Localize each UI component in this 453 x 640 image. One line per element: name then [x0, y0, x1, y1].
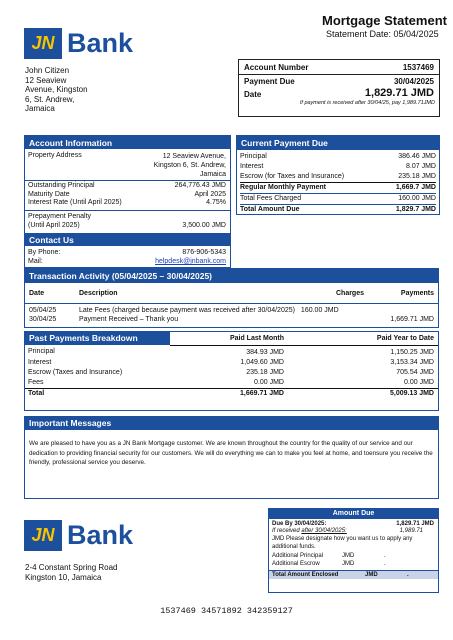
coupon-due-by-value: 1,829.71 JMD — [396, 521, 434, 527]
additional-escrow-label: Additional Escrow — [272, 561, 320, 567]
prepayment-penalty-value: 3,500.00 JMD — [182, 221, 226, 229]
past-row-label: Escrow (Taxes and Insurance) — [28, 368, 123, 376]
additional-escrow-row — [269, 559, 438, 567]
past-row-last: 235.18 JMD — [246, 368, 284, 376]
account-information-panel — [24, 135, 231, 235]
payment-due-row — [239, 75, 439, 86]
important-messages-body: We are pleased to have you as a JN Bank Mortgage customer. We are known throughout the country for the quality of our service and our dedication to providing financial security for our customers. We will do everything we can to make you feel at home, and toensure you receive the friendly, professional service you deserve. — [29, 440, 433, 466]
prepayment-penalty-label: Prepayment Penalty — [28, 212, 92, 220]
customer-address — [25, 66, 88, 114]
paid-year-to-date-header: Paid Year to Date — [288, 332, 438, 345]
customer-name: John Citizen — [25, 66, 70, 75]
current-interest-value: 8.07 JMD — [406, 163, 436, 170]
amount-due-value: 1,829.71 JMD — [364, 87, 434, 99]
table-row — [25, 358, 438, 368]
late-payment-note: If payment is received after 30/04/25, pay 1,989.71JMD — [299, 100, 435, 106]
property-address-line: Jamaica — [199, 171, 226, 178]
current-interest-label: Interest — [240, 163, 264, 170]
transaction-activity-panel — [24, 268, 439, 328]
table-row — [25, 388, 438, 399]
transaction-header-row — [25, 290, 438, 297]
customer-address-line: Avenue, Kingston — [25, 85, 88, 94]
date-label: Date — [244, 90, 262, 99]
bank-address-line: Kingston 10, Jamaica — [25, 572, 102, 582]
amount-due-coupon — [268, 508, 439, 593]
total-amount-due-value: 1,829.7 JMD — [395, 206, 436, 213]
maturity-date-value: April 2025 — [194, 190, 226, 198]
table-row — [25, 315, 438, 324]
past-row-last: 384.93 JMD — [246, 348, 284, 356]
transaction-charge — [308, 315, 368, 324]
maturity-date-row — [25, 191, 230, 200]
past-row-ytd: 0.00 JMD — [288, 378, 438, 389]
coupon-late-label: If received — [272, 528, 302, 534]
transaction-date: 30/04/25 — [29, 315, 57, 323]
contact-us-panel — [24, 233, 231, 268]
contact-us-title: Contact Us — [25, 234, 230, 246]
coupon-due-by-row — [269, 519, 438, 527]
phone-value: 876-906-5343 — [182, 249, 226, 256]
important-messages-panel — [24, 416, 439, 499]
account-number-value: 1537469 — [402, 63, 434, 72]
transaction-date: 05/04/25 — [29, 306, 57, 314]
total-fees-row — [240, 193, 436, 204]
total-amount-due-row — [240, 204, 436, 215]
past-row-label: Fees — [25, 378, 170, 389]
bank-address-line: 2-4 Constant Spring Road — [25, 563, 118, 572]
charges-column-header: Charges — [335, 290, 364, 297]
customer-address-line: 6, St. Andrew, — [25, 94, 75, 104]
bank-logo-name: Bank — [67, 28, 134, 58]
additional-principal-label: Additional Principal — [272, 553, 324, 559]
transaction-description: Late Fees (charged because payment was received after 30/04/2025) — [79, 306, 295, 314]
transaction-activity-title: Transaction Activity (05/04/2025 – 30/04/2025) — [25, 269, 438, 283]
maturity-date-label: Maturity Date — [28, 190, 70, 198]
current-principal-row — [240, 152, 436, 162]
description-column-header: Description — [79, 290, 118, 297]
past-row-last: 1,049.60 JMD — [240, 358, 284, 366]
additional-escrow-currency: JMD — [342, 561, 355, 567]
additional-principal-currency: JMD — [342, 553, 355, 559]
mail-row — [25, 257, 230, 266]
property-address-row — [25, 149, 230, 179]
interest-rate-label: Interest Rate (Until April 2025) — [28, 199, 122, 206]
total-amount-due-label: Total Amount Due — [240, 206, 300, 213]
statement-date: Statement Date: 05/04/2025 — [326, 29, 439, 39]
mail-link[interactable]: helpdesk@jnbank.com — [155, 258, 226, 265]
regular-monthly-payment-row — [240, 183, 436, 193]
coupon-late-date: after 30/04/2025: — [301, 528, 347, 534]
outstanding-principal-label: Outstanding Principal — [28, 182, 95, 189]
account-number-row — [239, 60, 439, 72]
account-information-title: Account Information — [25, 136, 230, 149]
customer-address-line: Jamaica — [25, 104, 55, 113]
past-row-ytd: 705.54 JMD — [396, 368, 434, 376]
payment-due-value: 30/04/2025 — [393, 77, 434, 86]
payments-column-header: Payments — [400, 290, 434, 297]
transaction-table — [25, 290, 438, 324]
past-row-label: Interest — [28, 358, 52, 366]
table-row — [25, 378, 438, 389]
paid-last-month-header: Paid Last Month — [170, 332, 288, 345]
outstanding-principal-value: 264,776.43 JMD — [174, 182, 226, 189]
customer-address-line: 12 Seaview — [25, 75, 67, 85]
past-row-ytd: 5,009.13 JMD — [390, 389, 434, 397]
total-enclosed-currency: JMD — [365, 572, 378, 578]
mail-label: Mail: — [28, 258, 43, 265]
prepayment-penalty-row — [25, 211, 230, 230]
transaction-description: Payment Received – Thank you — [79, 315, 179, 323]
regular-monthly-payment-label: Regular Monthly Payment — [240, 184, 326, 191]
coupon-late-value: 1,989.71 — [399, 528, 423, 534]
current-principal-value: 386.46 JMD — [398, 153, 436, 160]
bank-logo-footer — [24, 520, 133, 551]
current-interest-row — [240, 162, 436, 172]
transaction-payment: 1,669.71 JMD — [390, 315, 434, 323]
bank-address — [25, 563, 118, 582]
account-number-label: Account Number — [244, 63, 309, 72]
phone-row — [25, 246, 230, 257]
outstanding-principal-row — [25, 181, 230, 191]
past-row-last: 1,669.71 JMD — [240, 389, 284, 397]
scan-line-code: 1537469 34571892 342359127 — [160, 606, 293, 616]
transaction-payment — [368, 303, 438, 315]
current-payment-panel — [236, 135, 440, 215]
additional-principal-row — [269, 551, 438, 559]
phone-label: By Phone: — [28, 249, 61, 256]
past-row-label: Total — [28, 389, 45, 397]
regular-monthly-payment-value: 1,669.7 JMD — [395, 184, 436, 191]
current-escrow-value: 235.18 JMD — [398, 173, 436, 180]
past-row-last: 0.00 JMD — [170, 378, 288, 389]
important-messages-title: Important Messages — [25, 417, 438, 430]
table-row — [25, 345, 438, 358]
transaction-charge: 160.00 JMD — [300, 306, 339, 314]
bank-logo-name: Bank — [67, 520, 134, 550]
additional-principal-input[interactable]: . — [384, 553, 386, 559]
payment-due-label: Payment Due — [244, 77, 295, 86]
payment-summary-box — [238, 59, 440, 117]
additional-escrow-input[interactable]: . — [384, 561, 386, 567]
jn-logo-mark: JN — [24, 520, 62, 551]
total-enclosed-input[interactable]: . — [407, 572, 409, 578]
past-row-ytd: 3,153.34 JMD — [390, 358, 434, 366]
property-address-label: Property Address — [28, 152, 82, 159]
date-column-header: Date — [29, 290, 45, 297]
jn-logo-mark: JN — [24, 28, 62, 59]
interest-rate-row — [25, 199, 230, 208]
past-payments-title: Past Payments Breakdown — [25, 332, 170, 345]
coupon-due-by-label: Due By 30/04/2025: — [272, 521, 327, 527]
total-fees-value: 160.00 JMD — [398, 195, 436, 202]
statement-title: Mortgage Statement — [322, 13, 447, 28]
table-row — [25, 368, 438, 378]
current-escrow-row — [240, 172, 436, 183]
bank-logo — [24, 28, 133, 59]
property-address-line: Kingston 6, St. Andrew, — [153, 162, 226, 169]
total-fees-label: Total Fees Charged — [240, 195, 302, 202]
past-row-label: Principal — [28, 348, 55, 356]
current-principal-label: Principal — [240, 153, 267, 160]
coupon-late-row — [269, 527, 438, 534]
past-payments-panel — [24, 331, 439, 411]
past-row-ytd: 1,150.25 JMD — [390, 348, 434, 356]
current-payment-title: Current Payment Due — [237, 136, 439, 150]
coupon-title: Amount Due — [269, 509, 438, 519]
interest-rate-value: 4.75% — [206, 199, 226, 206]
amount-row — [239, 86, 439, 99]
table-row — [25, 303, 438, 315]
total-enclosed-row — [269, 570, 438, 579]
prepayment-penalty-period: (Until April 2025) — [28, 221, 80, 229]
total-enclosed-label: Total Amount Enclosed — [272, 572, 339, 578]
current-escrow-label: Escrow (for Taxes and Insurance) — [240, 173, 345, 180]
coupon-designate-note: JMD Please designate how you want us to apply any additional funds. — [272, 536, 413, 550]
property-address-line: 12 Seaview Avenue, — [162, 153, 226, 160]
